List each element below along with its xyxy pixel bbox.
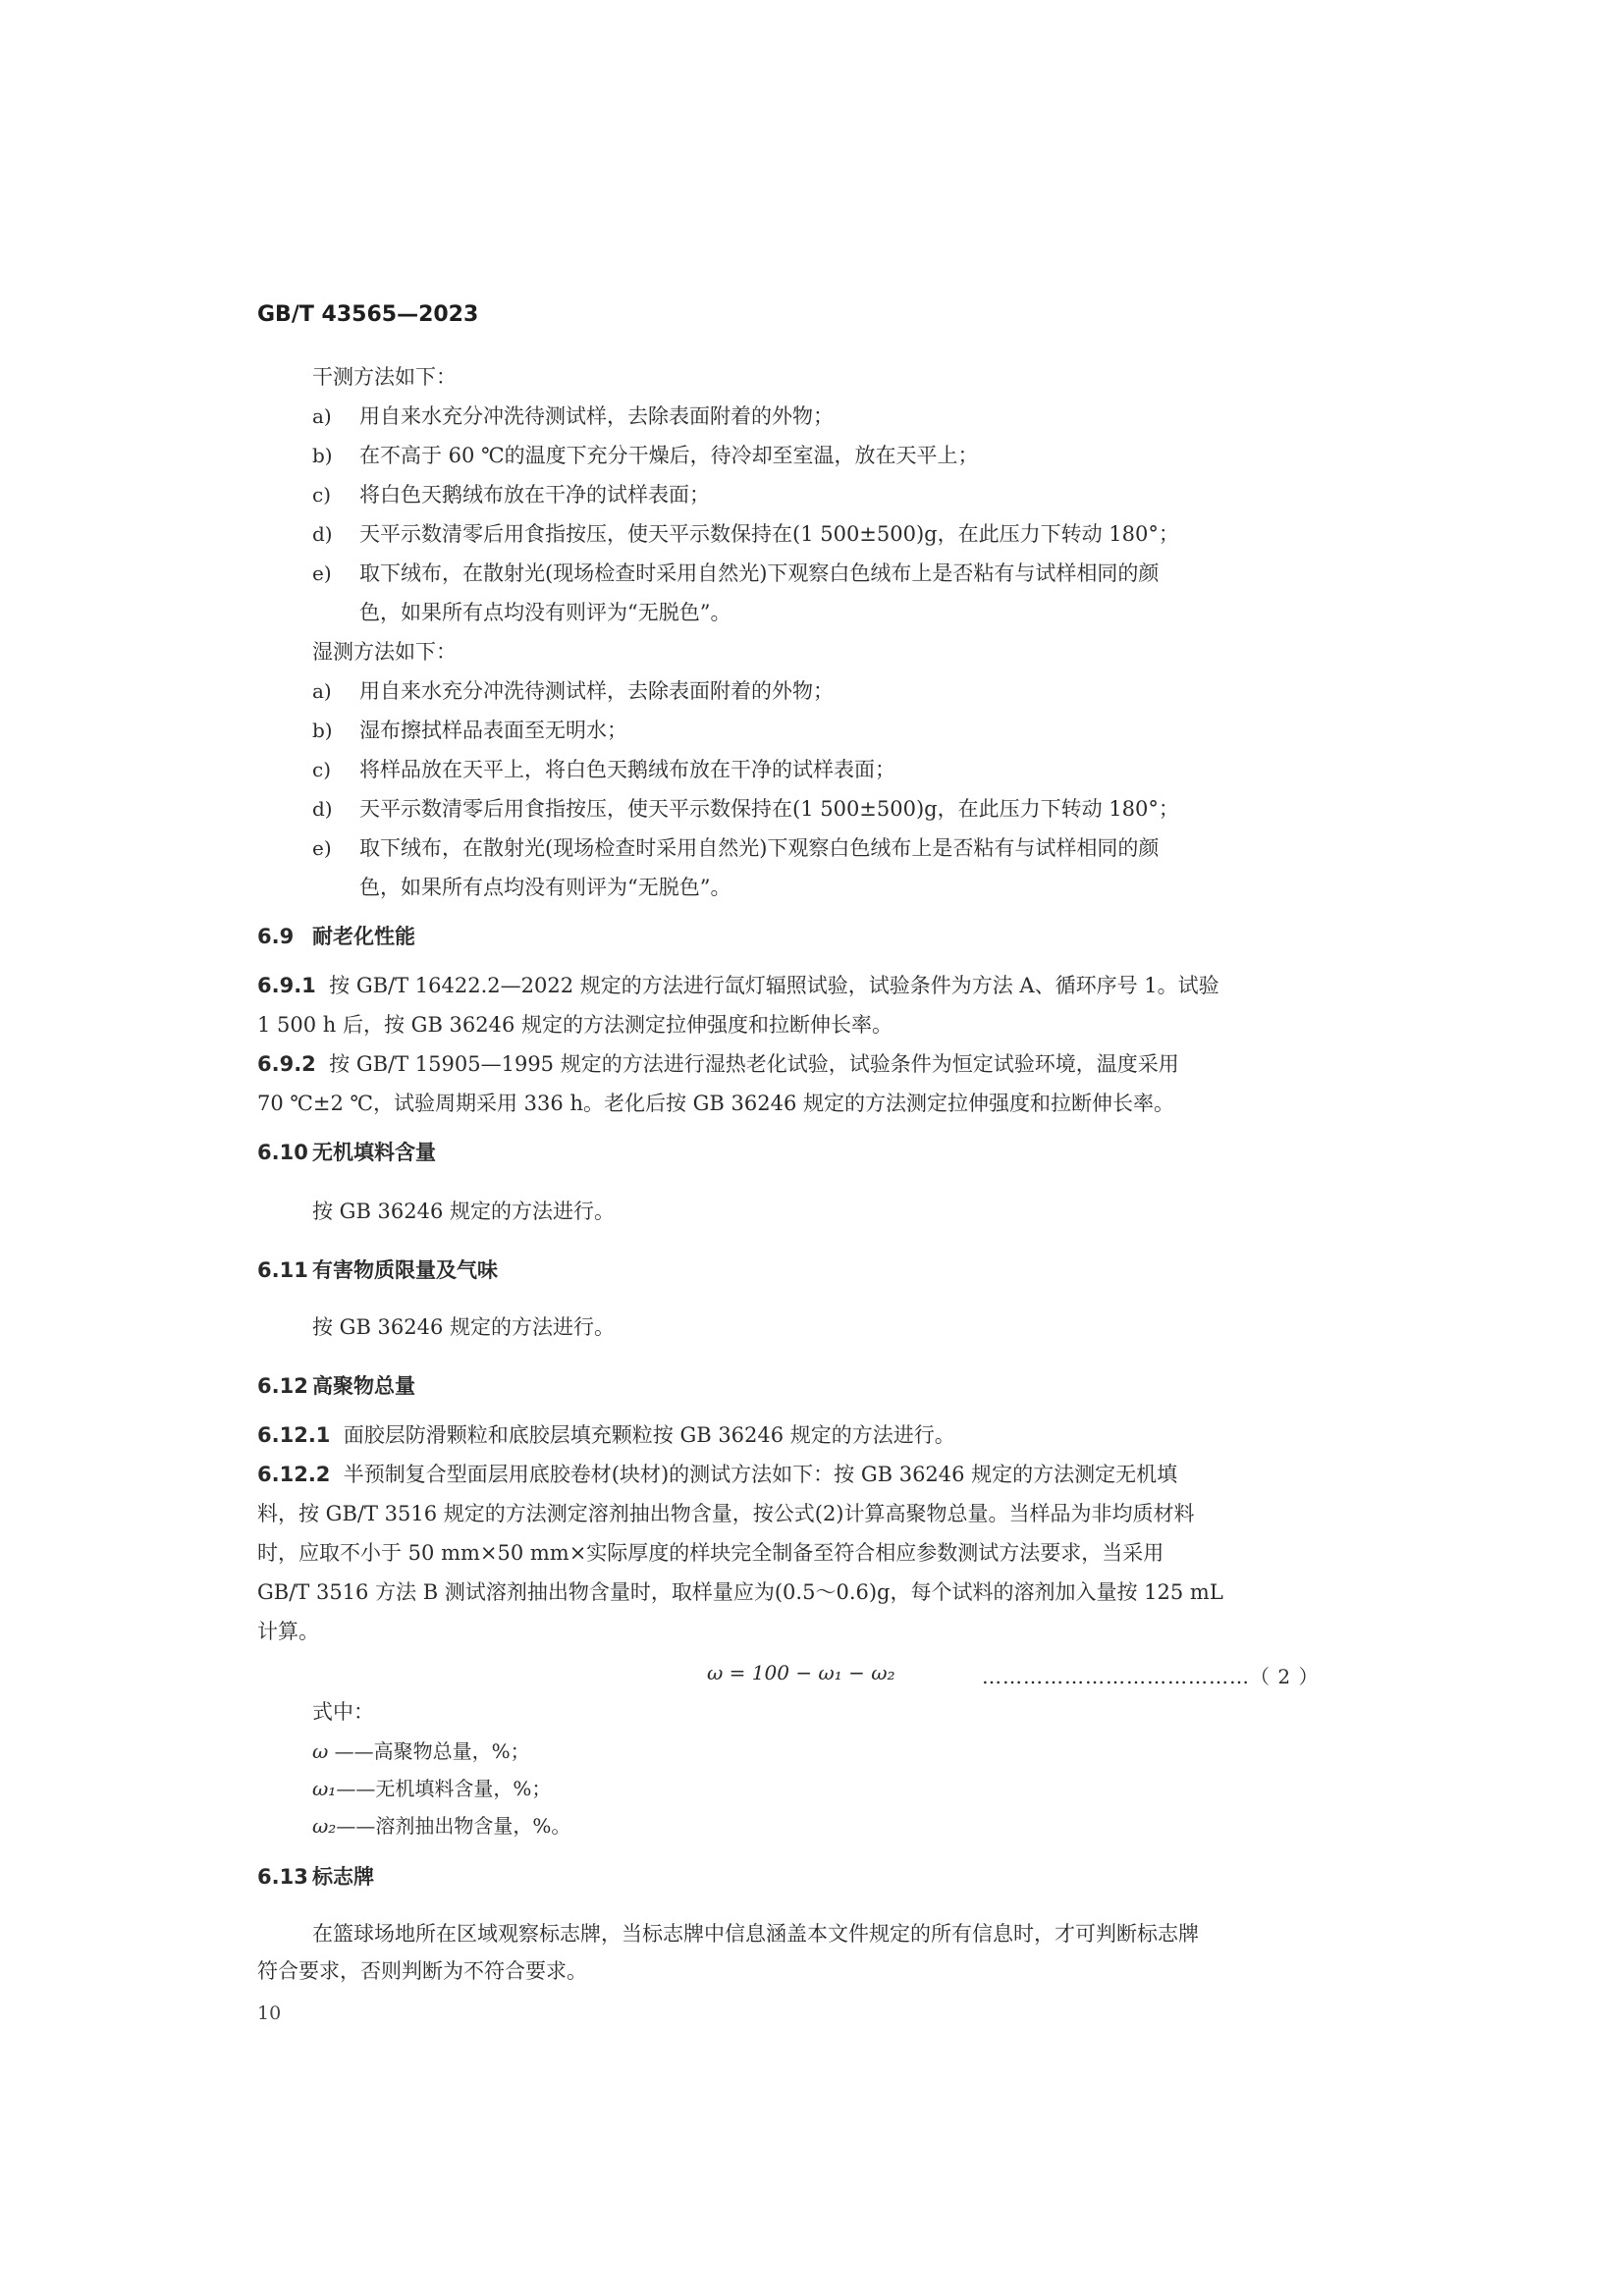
variable-symbol: ω₁: [312, 1777, 337, 1800]
section-6-12-heading: [257, 1374, 415, 1399]
clause-number: 6.12.2: [257, 1463, 331, 1486]
clause-text: 按 GB/T 16422.2—2022 规定的方法进行氙灯辐照试验，试验条件为方法 A、循环序号 1。试验: [329, 974, 1219, 997]
section-6-13-heading: [257, 1865, 374, 1890]
clause-text: 按 GB/T 15905—1995 规定的方法进行湿热老化试验，试验条件为恒定试验环境，温度采用: [329, 1052, 1179, 1076]
section-number: 6.13: [257, 1865, 308, 1889]
wet-item-c-letter: c): [312, 758, 332, 781]
standard-code: GB/T 43565—2023: [257, 302, 479, 327]
clause-text: 面胶层防滑颗粒和底胶层填充颗粒按 GB 36246 规定的方法进行。: [343, 1423, 955, 1447]
variable-desc: ——高聚物总量，%；: [328, 1739, 530, 1763]
dry-item-a: 用自来水充分冲洗待测试样，去除表面附着的外物；: [359, 404, 834, 428]
section-6-10-heading: [257, 1141, 436, 1165]
wet-item-e-cont: 色，如果所有点均没有则评为“无脱色”。: [359, 876, 731, 899]
wet-item-b-letter: b): [312, 719, 333, 742]
para-6-12-2-line3: 时，应取不小于 50 mm×50 mm×实际厚度的样块完全制备至符合相应参数测试方法要求，当采用: [257, 1541, 1164, 1565]
section-6-11-heading: [257, 1258, 498, 1283]
dry-item-e-cont: 色，如果所有点均没有则评为“无脱色”。: [359, 601, 731, 624]
variable-desc: ——无机填料含量，%；: [336, 1777, 552, 1800]
section-title: 无机填料含量: [312, 1141, 436, 1164]
clause-number: 6.9.2: [257, 1052, 316, 1076]
section-title: 耐老化性能: [312, 925, 415, 948]
para-6-12-2-line2: 料，按 GB/T 3516 规定的方法测定溶剂抽出物含量，按公式(2)计算高聚物总量。当样品为非均质材料: [257, 1502, 1195, 1525]
section-number: 6.12: [257, 1374, 308, 1398]
dry-item-d: 天平示数清零后用食指按压，使天平示数保持在(1 500±500)g，在此压力下转动 180°；: [359, 522, 1179, 546]
para-6-9-2: [257, 1052, 1179, 1077]
para-6-12-2: [257, 1463, 1177, 1487]
dry-item-b: 在不高于 60 ℃的温度下充分干燥后，待冷却至室温，放在天平上；: [359, 444, 979, 467]
wet-item-d-letter: d): [312, 797, 333, 821]
para-6-9-2-cont: 70 ℃±2 ℃，试验周期采用 336 h。老化后按 GB 36246 规定的方法测定拉伸强度和拉断伸长率。: [257, 1092, 1175, 1115]
dry-item-e-letter: e): [312, 561, 332, 585]
wet-item-e-letter: e): [312, 836, 332, 860]
section-6-9-heading: [257, 925, 415, 949]
clause-number: 6.12.1: [257, 1423, 331, 1447]
para-6-13-cont: 符合要求，否则判断为不符合要求。: [257, 1959, 587, 1983]
para-6-9-1-cont: 1 500 h 后，按 GB 36246 规定的方法测定拉伸强度和拉断伸长率。: [257, 1013, 893, 1037]
variable-omega-1: [312, 1777, 551, 1800]
section-number: 6.11: [257, 1258, 308, 1282]
wet-item-a-letter: a): [312, 679, 332, 703]
dry-method-intro: 干测方法如下：: [312, 365, 457, 389]
wet-item-a: 用自来水充分冲洗待测试样，去除表面附着的外物；: [359, 679, 834, 703]
section-title: 高聚物总量: [312, 1374, 415, 1398]
section-title: 标志牌: [312, 1865, 374, 1889]
formula-2: ω = 100 − ω₁ − ω₂: [707, 1661, 895, 1684]
para-6-13: 在篮球场地所在区域观察标志牌，当标志牌中信息涵盖本文件规定的所有信息时，才可判断标志牌: [312, 1922, 1199, 1946]
para-6-10: 按 GB 36246 规定的方法进行。: [312, 1200, 616, 1223]
dry-item-c: 将白色天鹅绒布放在干净的试样表面；: [359, 483, 710, 507]
section-number: 6.10: [257, 1141, 308, 1164]
formula-number: …………………………………（ 2 ）: [982, 1665, 1320, 1688]
wet-item-b: 湿布擦拭样品表面至无明水；: [359, 719, 627, 742]
clause-number: 6.9.1: [257, 974, 316, 997]
para-6-12-2-line5: 计算。: [257, 1620, 319, 1643]
dry-item-d-letter: d): [312, 522, 333, 546]
section-title: 有害物质限量及气味: [312, 1258, 498, 1282]
wet-item-d: 天平示数清零后用食指按压，使天平示数保持在(1 500±500)g，在此压力下转动 180°；: [359, 797, 1179, 821]
where-label: 式中：: [312, 1700, 374, 1724]
page-number: 10: [257, 2002, 282, 2024]
dry-item-a-letter: a): [312, 404, 332, 428]
wet-item-e: 取下绒布，在散射光(现场检查时采用自然光)下观察白色绒布上是否粘有与试样相同的颜: [359, 836, 1160, 860]
section-number: 6.9: [257, 925, 295, 948]
dry-item-b-letter: b): [312, 444, 333, 467]
para-6-12-2-line4: GB/T 3516 方法 B 测试溶剂抽出物含量时，取样量应为(0.5～0.6)g，每个试料的溶剂加入量按 125 mL: [257, 1580, 1223, 1604]
dry-item-c-letter: c): [312, 483, 332, 507]
para-6-9-1: [257, 974, 1219, 998]
dry-item-e: 取下绒布，在散射光(现场检查时采用自然光)下观察白色绒布上是否粘有与试样相同的颜: [359, 561, 1160, 585]
wet-item-c: 将样品放在天平上，将白色天鹅绒布放在干净的试样表面；: [359, 758, 895, 781]
wet-method-intro: 湿测方法如下：: [312, 640, 457, 664]
clause-text: 半预制复合型面层用底胶卷材(块材)的测试方法如下：按 GB 36246 规定的方法测定无机填: [343, 1463, 1178, 1486]
para-6-11: 按 GB 36246 规定的方法进行。: [312, 1315, 616, 1339]
variable-symbol: ω₂: [312, 1814, 337, 1838]
variable-omega-2: [312, 1814, 570, 1838]
para-6-12-1: [257, 1423, 955, 1448]
variable-omega: [312, 1739, 530, 1763]
variable-desc: ——溶剂抽出物含量，%。: [336, 1814, 571, 1838]
variable-symbol: ω: [312, 1739, 329, 1763]
